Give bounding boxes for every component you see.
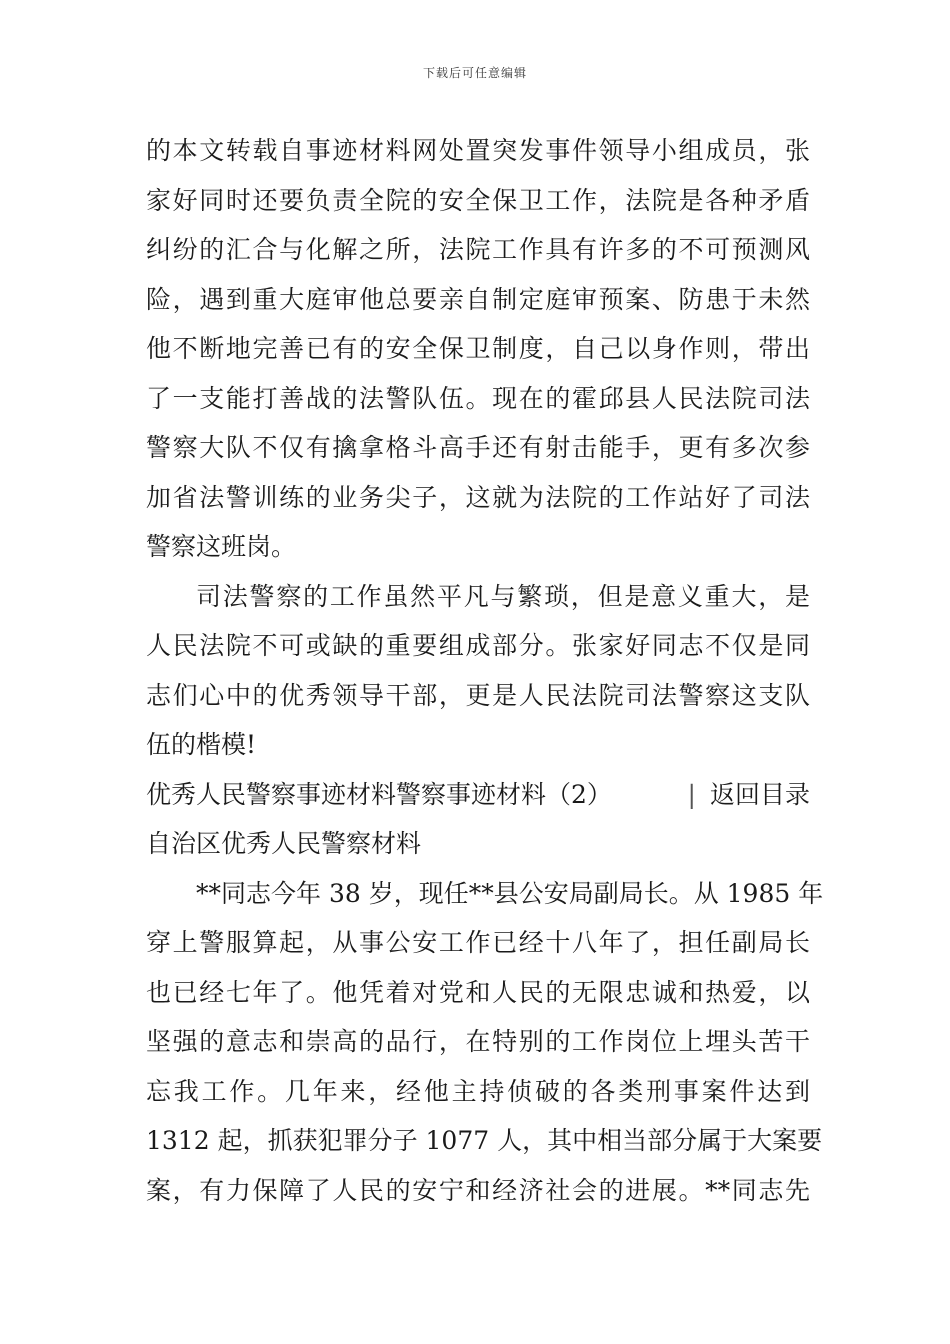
text-line: 了一支能打善战的法警队伍。现在的霍邱县人民法院司法	[146, 383, 810, 413]
text-line: 案，有力保障了人民的安宁和经济社会的进展。**同志先	[146, 1175, 810, 1205]
text-line: 纠纷的汇合与化解之所，法院工作具有许多的不可预测风	[146, 235, 810, 264]
document-body	[146, 126, 824, 1215]
nav-separator: |	[687, 779, 696, 809]
text-line: 警察大队不仅有擒拿格斗高手还有射击能手，更有多次参	[146, 433, 810, 462]
text-line: **同志今年 38 岁，现任**县公安局副局长。从 1985 年	[196, 878, 824, 908]
text-line: 忘我工作。几年来，经他主持侦破的各类刑事案件达到	[146, 1076, 810, 1106]
text-line: 他不断地完善已有的安全保卫制度，自己以身作则，带出	[146, 334, 810, 363]
section-subtitle: 自治区优秀人民警察材料	[146, 829, 422, 858]
paragraph-1	[146, 126, 810, 572]
paragraph-3	[146, 869, 824, 1216]
text-line: 穿上警服算起，从事公安工作已经十八年了，担任副局长	[146, 928, 810, 957]
text-line: 坚强的意志和崇高的品行，在特别的工作岗位上埋头苦干	[146, 1027, 810, 1056]
back-to-contents-link[interactable]: 返回目录	[709, 779, 810, 809]
text-line: 险，遇到重大庭审他总要亲自制定庭审预案、防患于未然	[146, 284, 810, 314]
text-line: 司法警察的工作虽然平凡与繁琐，但是意义重大，是	[196, 581, 810, 611]
text-line: 家好同时还要负责全院的安全保卫工作，法院是各种矛盾	[146, 185, 810, 215]
paragraph-2	[146, 572, 810, 770]
text-line: 志们心中的优秀领导干部，更是人民法院司法警察这支队	[146, 680, 810, 710]
text-line: 加省法警训练的业务尖子，这就为法院的工作站好了司法	[146, 482, 810, 512]
page-header: 下载后可任意编辑	[422, 66, 527, 80]
text-line: 人民法院不可或缺的重要组成部分。张家好同志不仅是同	[146, 631, 810, 660]
section-title: 优秀人民警察事迹材料警察事迹材料（2）	[146, 779, 612, 809]
section-nav	[146, 770, 810, 820]
text-line: 警察这班岗。	[146, 532, 297, 561]
text-line: 也已经七年了。他凭着对党和人民的无限忠诚和热爱，以	[146, 977, 810, 1007]
text-line: 的本文转载自事迹材料网处置突发事件领导小组成员，张	[146, 136, 810, 165]
text-line: 伍的楷模!	[146, 730, 257, 759]
text-line: 1312 起，抓获犯罪分子 1077 人，其中相当部分属于大案要	[146, 1126, 823, 1155]
